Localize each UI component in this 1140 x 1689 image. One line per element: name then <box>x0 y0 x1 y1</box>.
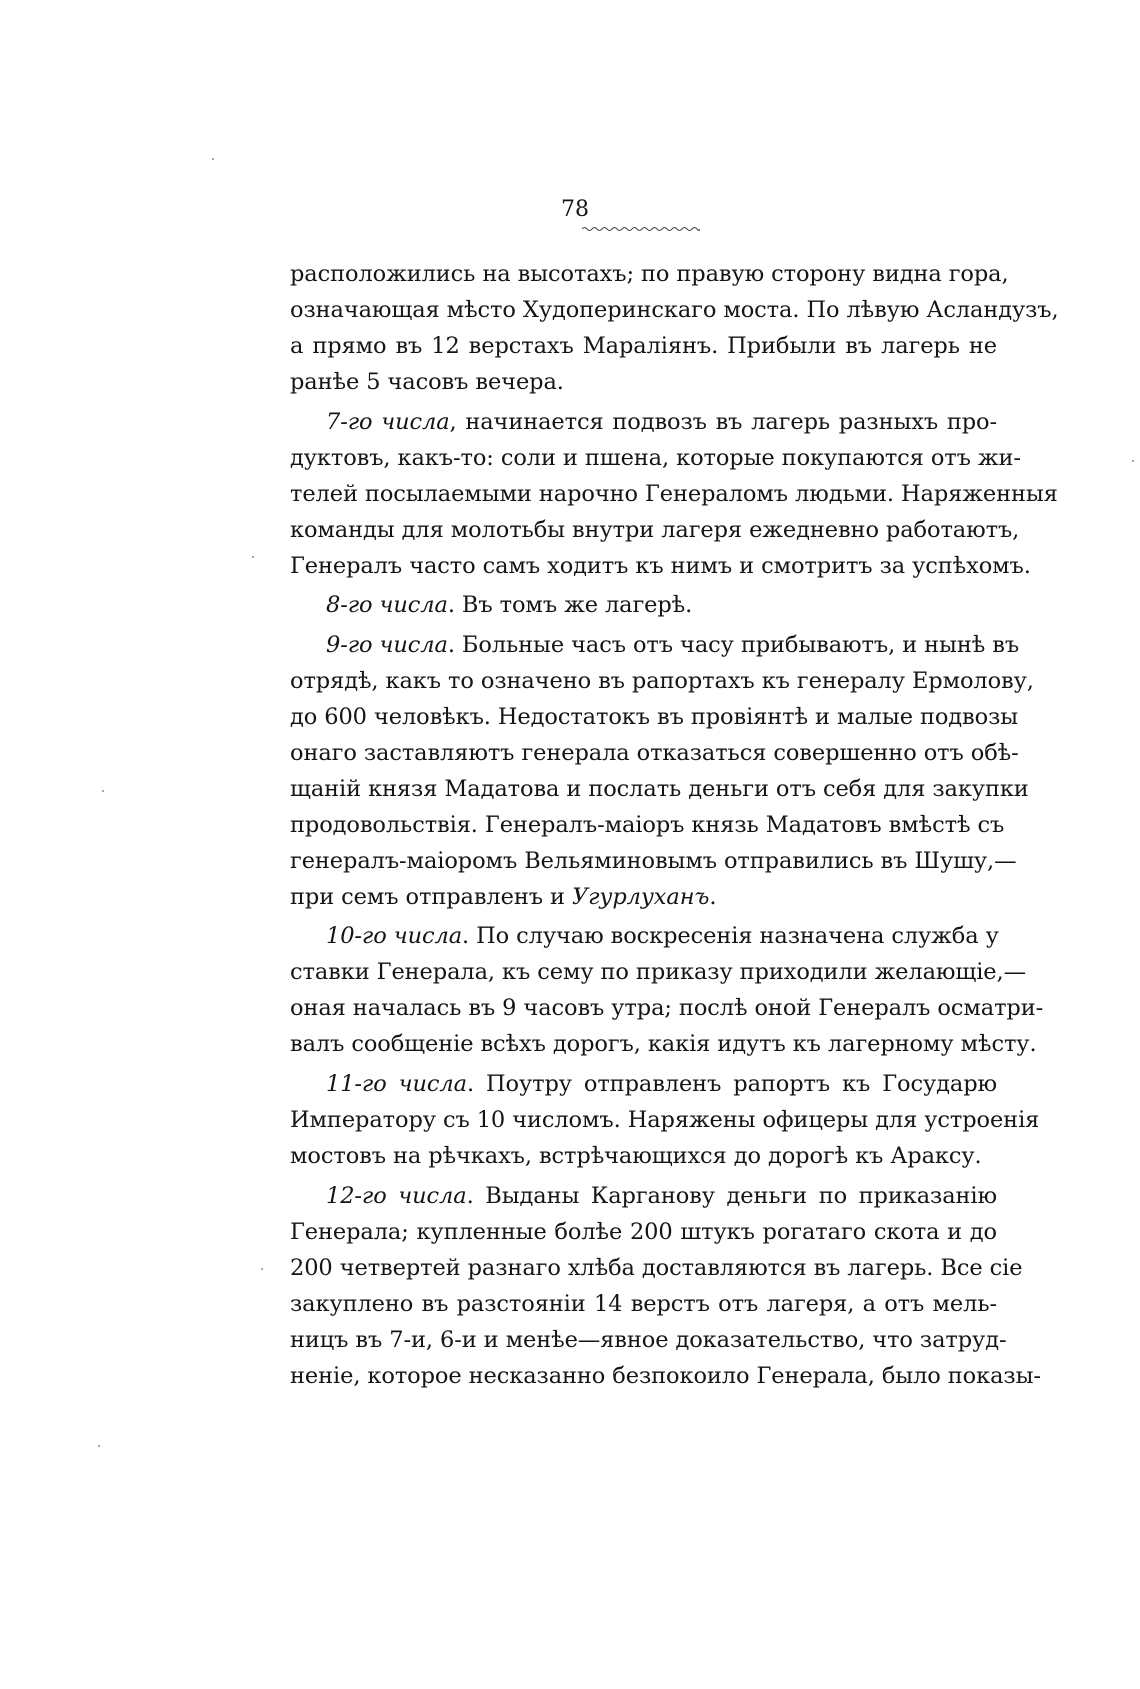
scan-speck <box>212 158 214 160</box>
text-line: расположились на высотахъ; по правую сторону видна гора, <box>290 261 1009 287</box>
date-label: 12-го числа <box>326 1182 467 1209</box>
text-line: команды для молотьбы внутри лагеря ежедневно работаютъ, <box>290 516 1020 543</box>
text-line: 200 четвертей разнаго хлѣба доставляются въ лагерь. Все сіе <box>290 1254 1023 1281</box>
scan-speck <box>98 1445 100 1447</box>
text-line: 8-го числа. Въ томъ же лагерѣ. <box>326 592 693 619</box>
date-label: 9-го числа <box>326 631 448 658</box>
text-line: означающая мѣсто Худоперинскаго моста. По лѣвую Асландузъ, <box>290 297 1059 323</box>
text-line: валъ сообщеніе всѣхъ дорогъ, какія идутъ къ лагерному мѣсту. <box>290 1031 1037 1058</box>
text-line: 7-го числа, начинается подвозъ въ лагерь разныхъ про- <box>326 408 997 435</box>
text-line: закуплено въ разстояніи 14 верстъ отъ лагеря, а отъ мель- <box>290 1290 997 1317</box>
text-line: ставки Генерала, къ сему по приказу приходили желающіе,— <box>290 959 1026 986</box>
text-line: Генералъ часто самъ ходитъ къ нимъ и смотритъ за успѣхомъ. <box>290 552 1031 579</box>
text-line: 9-го числа. Больные часъ отъ часу прибываютъ, и нынѣ въ <box>326 631 1020 658</box>
text-line: генералъ-маіоромъ Вельяминовымъ отправились въ Шушу,— <box>290 847 1017 874</box>
text-line: 11-го числа. Поутру отправленъ рапортъ къ Государю <box>326 1070 997 1097</box>
text-line: щаній князя Мадатова и послать деньги отъ себя для закупки <box>290 775 1029 802</box>
text-line: оная началась въ 9 часовъ утра; послѣ оной Генералъ осматри- <box>290 995 1044 1022</box>
scan-speck <box>261 1268 263 1270</box>
text-line: 12-го числа. Выданы Карганову деньги по приказанію <box>326 1182 997 1209</box>
text-line: мостовъ на рѣчкахъ, встрѣчающихся до дорогѣ къ Араксу. <box>290 1142 982 1169</box>
scan-speck <box>252 556 254 558</box>
date-label: 11-го числа <box>326 1070 467 1097</box>
text-line: а прямо въ 12 верстахъ Мараліянъ. Прибыли въ лагерь не <box>290 333 997 359</box>
text-line: отрядѣ, какъ то означено въ рапортахъ къ генералу Ермолову, <box>290 667 1034 694</box>
text-line: онаго заставляютъ генерала отказаться совершенно отъ обѣ- <box>290 739 1019 766</box>
text-line: ницъ въ 7-и, 6-и и менѣе—явное доказательство, что затруд- <box>290 1326 1007 1353</box>
text-line: продовольствія. Генералъ-маіоръ князь Мадатовъ вмѣстѣ съ <box>290 811 1005 838</box>
date-label: 10-го числа <box>326 923 463 950</box>
date-label: 7-го числа <box>326 408 450 435</box>
text-line: 10-го числа. По случаю воскресенія назначена служба у <box>326 923 999 950</box>
date-label: 8-го числа <box>326 592 448 619</box>
text-line: Генерала; купленные болѣе 200 штукъ рогатаго скота и до <box>290 1218 997 1245</box>
person-name: Угурлуханъ <box>571 883 710 910</box>
text-line: телей посылаемыми нарочно Генераломъ людьми. Наряженныя <box>290 480 1058 507</box>
page-text <box>290 256 1059 1394</box>
text-line: неніе, которое несказанно безпокоило Генерала, было показы- <box>290 1362 1041 1389</box>
scan-speck <box>1132 460 1134 462</box>
text-line: при семъ отправленъ и Угурлуханъ. <box>290 883 717 910</box>
text-line: дуктовъ, какъ-то: соли и пшена, которые покупаются отъ жи- <box>290 444 1021 471</box>
text-line: Императору съ 10 числомъ. Наряжены офицеры для устроенія <box>290 1106 1040 1133</box>
scan-speck <box>102 790 104 792</box>
text-line: до 600 человѣкъ. Недостатокъ въ провіянтѣ и малые подвозы <box>290 703 1019 730</box>
wavy-rule-ornament <box>582 226 700 232</box>
text-line: ранѣе 5 часовъ вечера. <box>290 369 564 395</box>
page-number: 78 <box>561 197 589 222</box>
